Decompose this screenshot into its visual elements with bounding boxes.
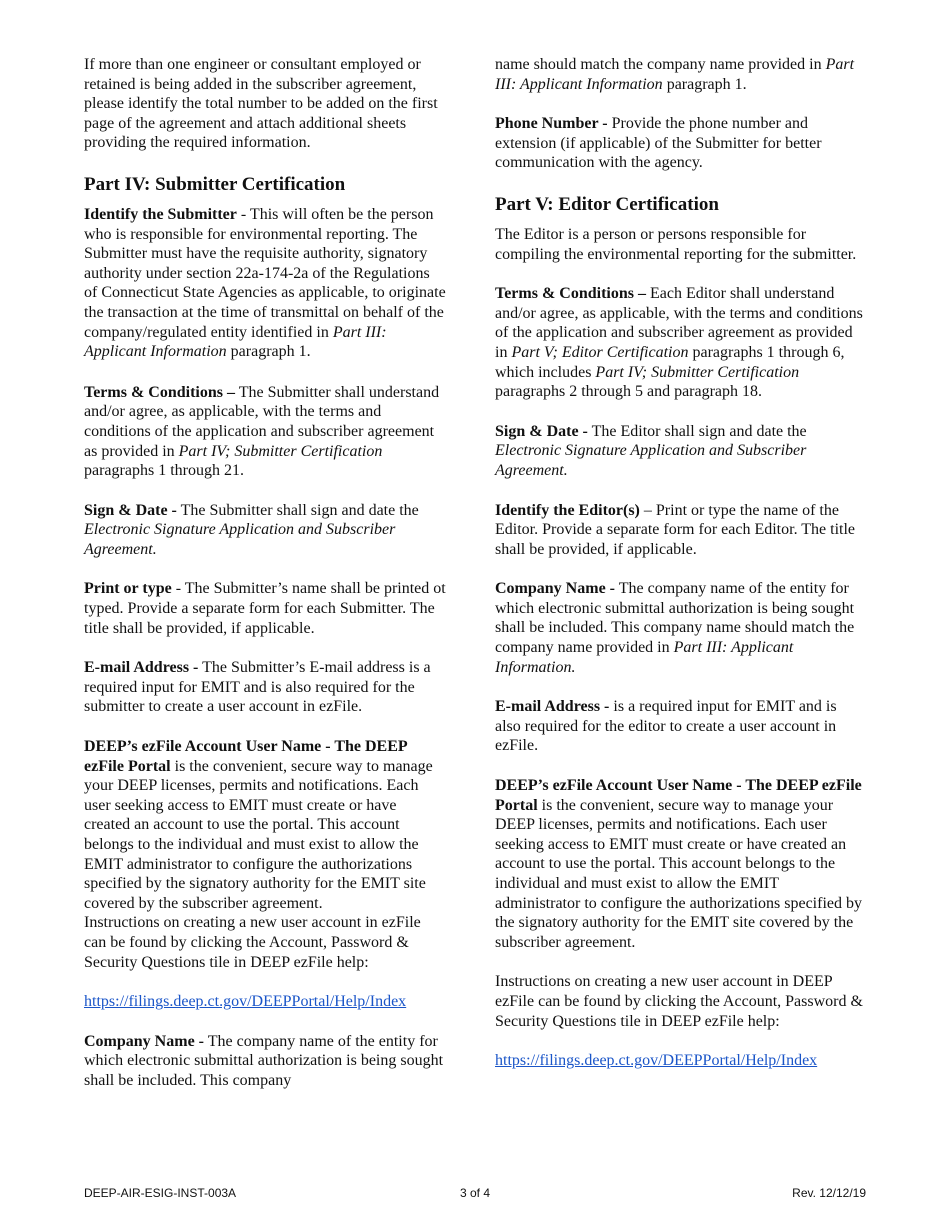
submitter-ezfile-text: is the convenient, secure way to manage your DEEP licenses, permits and notifications. Each user seeking access to EMIT must create or have created an account to use the portal. This account belongs to the individual and must exist to allow the EMIT administrator to configure the authorizations specified by the signatory authority for the EMIT site covered by the subscriber agreement. [84,757,433,912]
editor-help-link-paragraph [495,1051,865,1071]
company-continued-text: name should match the company name provided in [495,56,826,73]
editor-email-text: is a required input for EMIT and is also required for the editor to create a user account in ezFile. [495,698,837,755]
identify-submitter-text-end: paragraph 1. [226,343,311,361]
phone-paragraph [495,114,865,173]
submitter-instructions-paragraph: Instructions on creating a new user account in ezFile can be found by clicking the Account, Password & Security Questions tile in DEEP ezFile help: [84,914,421,971]
editor-terms-ref-2: Part IV; Submitter Certification [595,363,800,381]
submitter-email-label: E-mail Address - [84,659,199,677]
part-v-heading: Part V: Editor Certification [495,193,719,215]
editor-ezfile-paragraph [495,776,865,952]
editor-company-text: The company name of the entity for which electronic submittal authorization is being sought shall be included. This company name should match the company name provided in [495,580,855,657]
editor-terms-ref: Part V; Editor Certification [511,343,689,361]
editor-sign-label: Sign & Date - [495,422,588,440]
phone-label: Phone Number - [495,115,608,133]
company-continued-text-end: paragraph 1. [662,75,747,93]
submitter-terms-label: Terms & Conditions – [84,383,235,401]
editor-company-ref: Part III: Applicant Information. [495,639,794,676]
revision-date: Rev. 12/12/19 [792,1186,866,1200]
identify-editor-label: Identify the Editor(s) [495,501,640,519]
page-number: 3 of 4 [459,1186,491,1200]
submitter-help-link[interactable]: https://filings.deep.ct.gov/DEEPPortal/Help/Index [84,993,407,1011]
submitter-print-paragraph [84,579,446,638]
form-code: DEEP-AIR-ESIG-INST-003A [84,1186,237,1200]
submitter-ezfile-label: DEEP’s ezFile Account User Name - The DEEP ezFile Portal [84,738,407,775]
editor-help-link[interactable]: https://filings.deep.ct.gov/DEEPPortal/Help/Index [495,1052,818,1070]
submitter-company-label: Company Name - [84,1032,204,1050]
submitter-terms-text-end: paragraphs 1 through 21. [84,462,244,480]
submitter-terms-paragraph [84,383,446,481]
editor-email-paragraph [495,697,865,756]
submitter-terms-ref: Part IV; Submitter Certification [178,442,383,460]
editor-email-label: E-mail Address - [495,698,610,716]
submitter-print-label: Print or type [84,580,172,598]
right-column [495,55,865,1091]
submitter-ezfile-paragraph [84,737,446,913]
phone-text: Provide the phone number and extension (if applicable) of the Submitter for better communication with the agency. [495,115,822,172]
left-column [84,55,446,1091]
identify-editor-text: – Print or type the name of the Editor. Provide a separate form for each Editor. The title shall be provided, if applicable. [495,501,856,558]
editor-terms-text-mid: paragraphs 1 through 6, which includes [495,343,845,381]
submitter-company-paragraph [84,1032,446,1091]
submitter-sign-text: The Submitter shall sign and date the [176,501,419,519]
submitter-sign-ref: Electronic Signature Application and Subscriber Agreement. [84,521,396,558]
editor-company-label: Company Name - [495,580,615,598]
identify-submitter-paragraph [84,205,446,362]
part-iv-heading: Part IV: Submitter Certification [84,173,346,195]
editor-terms-text: Each Editor shall understand and/or agree, as applicable, with the terms and conditions of the application and subscriber agreement as provided in [495,285,863,361]
submitter-print-text: - The Submitter’s name shall be printed ot typed. Provide a separate form for each Submitter. The title shall be provided, if applicable. [84,580,446,637]
submitter-terms-text: The Submitter shall understand and/or agree, as applicable, with the terms and conditions of the application and subscriber agreement as provided in [84,383,440,460]
company-continued-ref: Part III: Applicant Information [495,56,855,93]
editor-sign-ref: Electronic Signature Application and Subscriber Agreement. [495,442,807,479]
identify-editor-paragraph [495,501,865,560]
submitter-sign-paragraph [84,501,446,560]
editor-terms-paragraph [495,284,865,402]
identify-submitter-label: Identify the Submitter [84,205,237,223]
page-footer [84,1186,866,1202]
editor-intro-paragraph: The Editor is a person or persons responsible for compiling the environmental reporting for the submitter. [495,225,857,263]
editor-sign-paragraph [495,422,865,481]
editor-terms-label: Terms & Conditions – [495,285,646,303]
editor-ezfile-text: is the convenient, secure way to manage your DEEP licenses, permits and notifications. Each user seeking access to EMIT must create or have created an account to use the portal. This account belongs to the individual and must exist to allow the EMIT administrator to configure the authorizations specified by the signatory authority for the EMIT site covered by the subscriber agreement. [495,796,862,951]
identify-submitter-text: - This will often be the person who is responsible for environmental reporting. The Submitter must have the requisite authority, signatory authority under section 22a-174-2a of the Regulations of Connecticut State Agencies as applicable, to originate the transaction at the time of transmittal on behalf of the company/regulated entity identified in [84,205,446,341]
submitter-email-paragraph [84,658,446,717]
editor-company-paragraph [495,579,865,677]
editor-instructions-paragraph: Instructions on creating a new user account in DEEP ezFile can be found by clicking the Account, Password & Security Questions tile in DEEP ezFile help: [495,973,863,1030]
submitter-email-text: The Submitter’s E-mail address is a required input for EMIT and is also required for the submitter to create a user account in ezFile. [84,659,431,716]
company-continued-paragraph [495,55,865,94]
intro-paragraph: If more than one engineer or consultant employed or retained is being added in the subscriber agreement, please identify the total number to be added on the first page of the agreement and attach additional sheets providing the required information. [84,56,438,152]
editor-terms-text-end: paragraphs 2 through 5 and paragraph 18. [495,383,763,401]
identify-submitter-ref: Part III: Applicant Information [84,323,387,361]
editor-sign-text: The Editor shall sign and date the [587,422,807,440]
submitter-sign-label: Sign & Date - [84,501,177,519]
submitter-help-link-paragraph [84,992,446,1012]
submitter-company-text: The company name of the entity for which electronic submittal authorization is being sought shall be included. This company [84,1032,444,1089]
editor-ezfile-label: DEEP’s ezFile Account User Name - The DEEP ezFile Portal [495,777,862,814]
